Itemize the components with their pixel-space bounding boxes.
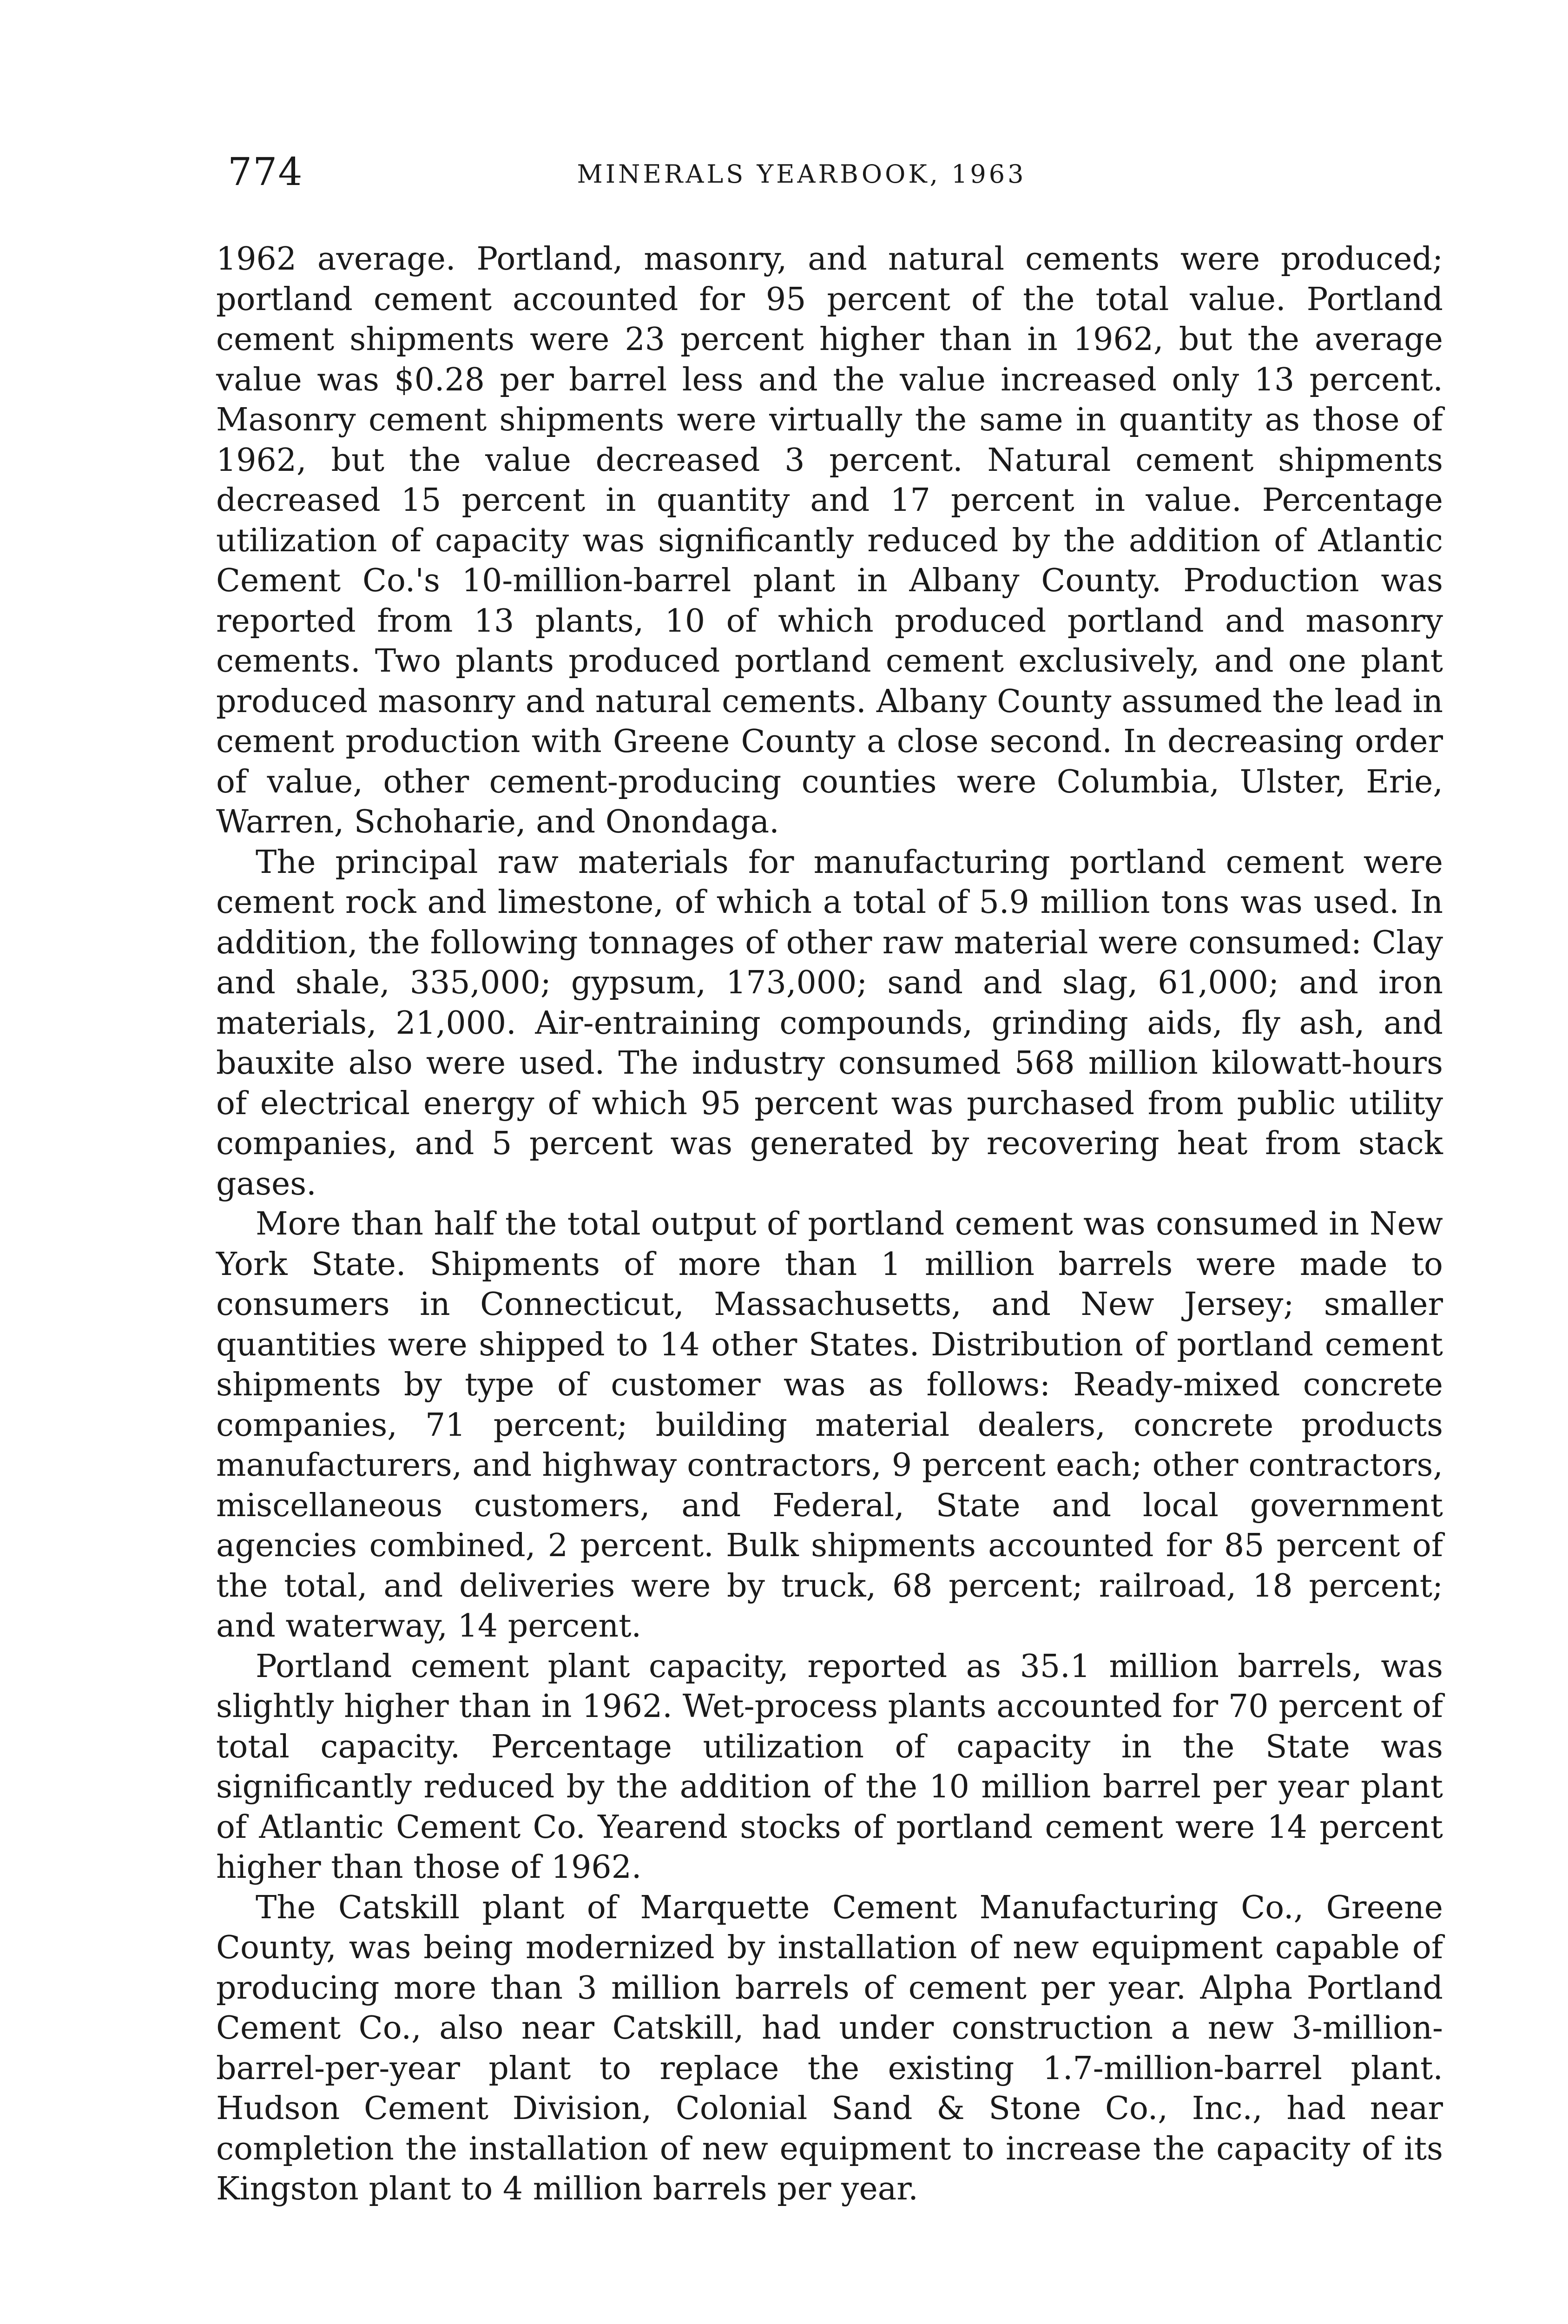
page-header <box>228 150 1376 205</box>
paragraph-plant-modernization: The Catskill plant of Marquette Cement Manufacturing Co., Greene County, was being modernized by installation of new equipment capable of producing more than 3 million barrels of cement per year. Alpha Portland Cement Co., also near Catskill, had under construction a new 3-million-barrel-per-year plant to replace the existing 1.7-million-barrel plant. Hudson Cement Division, Colonial Sand & Stone Co., Inc., had near completion the installation of new equipment to increase the capacity of its Kingston plant to 4 million barrels per year. <box>216 1889 1443 2207</box>
paragraph-plant-capacity: Portland cement plant capacity, reported as 35.1 million barrels, was slightly higher than in 1962. Wet-process plants accounted for 70 percent of total capacity. Percentage utilization of capacity in the State was significantly reduced by the addition of the 10 million barrel per year plant of Atlantic Cement Co. Yearend stocks of portland cement were 14 percent higher than those of 1962. <box>216 1648 1443 1886</box>
body-text <box>216 239 1443 2210</box>
paragraph-continued-production-summary: 1962 average. Portland, masonry, and natural cements were produced; portland cement accounted for 95 percent of the total value. Portland cement shipments were 23 percent higher than in 1962, but the average value was $0.28 per barrel less and the value increased only 13 percent. Masonry cement shipments were virtually the same in quantity as those of 1962, but the value decreased 3 percent. Natural cement shipments decreased 15 percent in quantity and 17 percent in value. Percentage utilization of capacity was significantly reduced by the addition of Atlantic Cement Co.'s 10-million-barrel plant in Albany County. Production was reported from 13 plants, 10 of which produced portland and masonry cements. Two plants produced portland cement exclusively, and one plant produced masonry and natural cements. Albany County assumed the lead in cement production with Greene County a close second. In decreasing order of value, other cement-producing counties were Columbia, Ulster, Erie, Warren, Schoharie, and Onondaga. <box>216 241 1443 840</box>
paragraph-distribution: More than half the total output of portland cement was consumed in New York State. Shipments of more than 1 million barrels were made to consumers in Connecticut, Massachusetts, and New Jersey; smaller quantities were shipped to 14 other States. Distribution of portland cement shipments by type of customer was as follows: Ready-mixed concrete companies, 71 percent; building material dealers, concrete products manufacturers, and highway contractors, 9 percent each; other contractors, miscellaneous customers, and Federal, State and local government agencies combined, 2 percent. Bulk shipments accounted for 85 percent of the total, and deliveries were by truck, 68 percent; railroad, 18 percent; and waterway, 14 percent. <box>216 1206 1443 1644</box>
page-number: 774 <box>228 150 303 194</box>
paragraph-raw-materials: The principal raw materials for manufacturing portland cement were cement rock and limestone, of which a total of 5.9 million tons was used. In addition, the following tonnages of other raw material were consumed: Clay and shale, 335,000; gypsum, 173,000; sand and slag, 61,000; and iron materials, 21,000. Air-entraining compounds, grinding aids, fly ash, and bauxite also were used. The industry consumed 568 million kilowatt-hours of electrical energy of which 95 percent was purchased from public utility companies, and 5 percent was generated by recovering heat from stack gases. <box>216 844 1443 1202</box>
running-title: MINERALS YEARBOOK, 1963 <box>577 159 1027 189</box>
